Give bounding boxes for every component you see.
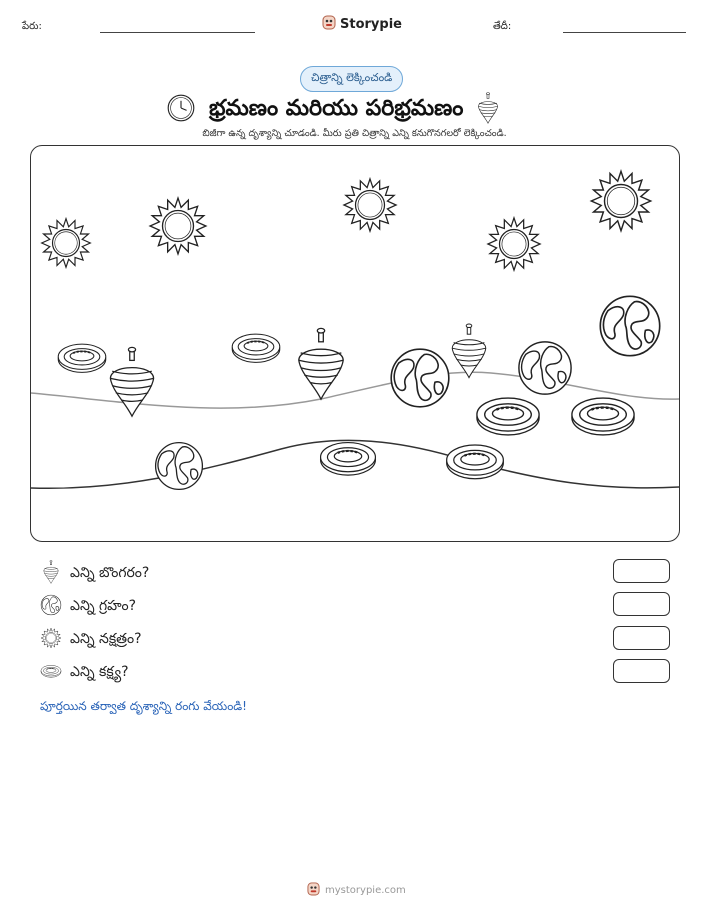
planet-icon [156, 443, 203, 490]
orbit-ring-icon [477, 398, 539, 435]
storypie-mascot-icon [307, 881, 320, 899]
clock-icon [165, 92, 197, 130]
footer [307, 881, 406, 899]
planet-icon [40, 593, 62, 621]
planet-icon [600, 296, 659, 355]
spinning-top-icon [452, 324, 486, 378]
date-label: తేదీ: [493, 21, 512, 32]
orbit-ring-icon [447, 445, 504, 479]
scene-drawing [31, 146, 679, 541]
page-title: భ్రమణం మరియు పరిభ్రమణం [209, 96, 464, 121]
name-line[interactable] [100, 32, 255, 33]
planet-icon [391, 349, 449, 407]
answer-box[interactable] [613, 559, 670, 583]
badge-label: చిత్రాన్ని లెక్కించండి [300, 66, 403, 92]
answer-box[interactable] [613, 592, 670, 616]
orbit-ring-icon [232, 334, 280, 362]
coloring-note: పూర్తయిన తర్వాత దృశ్యాన్ని రంగు వేయండి! [40, 699, 247, 713]
spinning-top-icon [475, 92, 501, 130]
brand-name: Storypie [340, 16, 402, 32]
storypie-mascot-icon [322, 14, 336, 34]
counting-scene [30, 145, 680, 542]
name-label: పేరు: [22, 21, 42, 32]
sun-icon [42, 219, 91, 268]
star-icon [40, 626, 62, 654]
answer-box[interactable] [613, 626, 670, 650]
topic-badge [300, 66, 403, 92]
spinning-top-icon [110, 347, 153, 416]
question-label: ఎన్ని నక్షత్రం? [70, 630, 142, 647]
footer-url[interactable]: mystorypie.com [325, 884, 406, 896]
orbit-ring-icon [572, 398, 634, 435]
spinning-top-icon [299, 328, 343, 399]
sun-icon [488, 218, 540, 270]
orbit-ring-icon [40, 659, 62, 687]
orbit-ring-icon [321, 443, 376, 476]
question-row [40, 593, 136, 621]
question-row [40, 659, 129, 687]
spinning-top-icon [40, 560, 62, 588]
question-label: ఎన్ని గ్రహం? [70, 597, 137, 614]
question-label: ఎన్ని బొంగరం? [70, 564, 150, 581]
orbit-ring-icon [58, 344, 106, 372]
sun-icon [591, 171, 650, 230]
question-row [40, 560, 149, 588]
sun-icon [344, 179, 396, 231]
question-row [40, 626, 142, 654]
instructions: బిజీగా ఉన్న దృశ్యాన్ని చూడండి. మీరు ప్రతి చిత్రాన్ని ఎన్ని కనుగొనగలరో లెక్కించండి. [202, 128, 507, 139]
answer-box[interactable] [613, 659, 670, 683]
sun-icon [150, 198, 206, 254]
question-label: ఎన్ని కక్ష్య? [70, 663, 129, 680]
brand-logo [322, 14, 402, 34]
date-line[interactable] [563, 32, 686, 33]
page-title-row [165, 92, 501, 130]
planet-icon [519, 342, 571, 394]
